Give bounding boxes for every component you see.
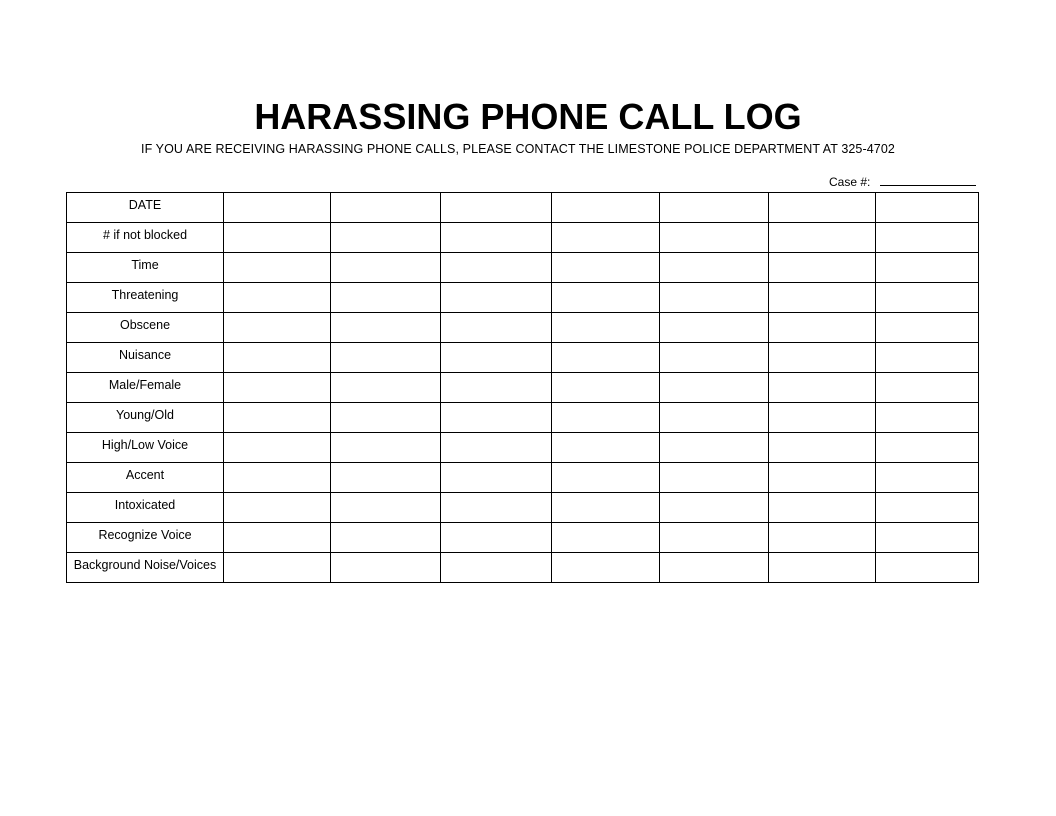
table-row bbox=[67, 553, 979, 583]
entry-cell[interactable] bbox=[441, 253, 552, 283]
entry-cell[interactable] bbox=[552, 433, 660, 463]
entry-cell[interactable] bbox=[331, 403, 441, 433]
entry-cell[interactable] bbox=[224, 433, 331, 463]
entry-cell[interactable] bbox=[876, 193, 979, 223]
entry-cell[interactable] bbox=[331, 253, 441, 283]
case-number-label: Case #: bbox=[829, 175, 871, 189]
entry-cell[interactable] bbox=[441, 223, 552, 253]
call-log-body bbox=[67, 193, 979, 583]
entry-cell[interactable] bbox=[441, 343, 552, 373]
entry-cell[interactable] bbox=[660, 253, 769, 283]
entry-cell[interactable] bbox=[876, 343, 979, 373]
entry-cell[interactable] bbox=[876, 223, 979, 253]
entry-cell[interactable] bbox=[331, 493, 441, 523]
entry-cell[interactable] bbox=[769, 343, 876, 373]
entry-cell[interactable] bbox=[331, 523, 441, 553]
entry-cell[interactable] bbox=[441, 193, 552, 223]
entry-cell[interactable] bbox=[660, 373, 769, 403]
table-row bbox=[67, 493, 979, 523]
entry-cell[interactable] bbox=[441, 373, 552, 403]
entry-cell[interactable] bbox=[769, 223, 876, 253]
entry-cell[interactable] bbox=[331, 223, 441, 253]
entry-cell[interactable] bbox=[224, 493, 331, 523]
row-label: # if not blocked bbox=[67, 223, 224, 253]
page-subtitle: IF YOU ARE RECEIVING HARASSING PHONE CALLS, PLEASE CONTACT THE LIMESTONE POLICE DEPARTMENT AT 325-4702 bbox=[141, 142, 895, 156]
entry-cell[interactable] bbox=[224, 253, 331, 283]
entry-cell[interactable] bbox=[660, 223, 769, 253]
entry-cell[interactable] bbox=[660, 313, 769, 343]
entry-cell[interactable] bbox=[876, 523, 979, 553]
entry-cell[interactable] bbox=[331, 373, 441, 403]
row-label: Nuisance bbox=[67, 343, 224, 373]
table-row bbox=[67, 433, 979, 463]
entry-cell[interactable] bbox=[331, 193, 441, 223]
entry-cell[interactable] bbox=[769, 283, 876, 313]
entry-cell[interactable] bbox=[224, 553, 331, 583]
row-label: Background Noise/Voices bbox=[67, 553, 224, 583]
call-log-table bbox=[66, 192, 979, 583]
entry-cell[interactable] bbox=[224, 463, 331, 493]
table-row bbox=[67, 373, 979, 403]
table-row bbox=[67, 223, 979, 253]
entry-cell[interactable] bbox=[769, 313, 876, 343]
row-label: Obscene bbox=[67, 313, 224, 343]
row-label: Recognize Voice bbox=[67, 523, 224, 553]
entry-cell[interactable] bbox=[552, 253, 660, 283]
table-row bbox=[67, 193, 979, 223]
entry-cell[interactable] bbox=[769, 463, 876, 493]
entry-cell[interactable] bbox=[660, 193, 769, 223]
entry-cell[interactable] bbox=[769, 193, 876, 223]
entry-cell[interactable] bbox=[552, 313, 660, 343]
entry-cell[interactable] bbox=[876, 313, 979, 343]
row-label: Young/Old bbox=[67, 403, 224, 433]
entry-cell[interactable] bbox=[552, 283, 660, 313]
entry-cell[interactable] bbox=[660, 403, 769, 433]
entry-cell[interactable] bbox=[224, 403, 331, 433]
entry-cell[interactable] bbox=[224, 193, 331, 223]
table-row bbox=[67, 253, 979, 283]
entry-cell[interactable] bbox=[441, 553, 552, 583]
entry-cell[interactable] bbox=[224, 313, 331, 343]
entry-cell[interactable] bbox=[660, 553, 769, 583]
entry-cell[interactable] bbox=[876, 253, 979, 283]
entry-cell[interactable] bbox=[660, 283, 769, 313]
table-row bbox=[67, 343, 979, 373]
entry-cell[interactable] bbox=[552, 463, 660, 493]
entry-cell[interactable] bbox=[552, 343, 660, 373]
entry-cell[interactable] bbox=[660, 463, 769, 493]
table-row bbox=[67, 523, 979, 553]
entry-cell[interactable] bbox=[224, 373, 331, 403]
case-number-input[interactable] bbox=[880, 185, 976, 186]
entry-cell[interactable] bbox=[331, 433, 441, 463]
case-number-field bbox=[800, 175, 976, 189]
entry-cell[interactable] bbox=[876, 283, 979, 313]
entry-cell[interactable] bbox=[769, 523, 876, 553]
page-title: HARASSING PHONE CALL LOG bbox=[254, 96, 802, 137]
entry-cell[interactable] bbox=[331, 463, 441, 493]
entry-cell[interactable] bbox=[876, 493, 979, 523]
entry-cell[interactable] bbox=[441, 433, 552, 463]
row-label: Time bbox=[67, 253, 224, 283]
entry-cell[interactable] bbox=[552, 493, 660, 523]
entry-cell[interactable] bbox=[441, 493, 552, 523]
entry-cell[interactable] bbox=[552, 373, 660, 403]
entry-cell[interactable] bbox=[769, 373, 876, 403]
entry-cell[interactable] bbox=[552, 223, 660, 253]
row-label: Male/Female bbox=[67, 373, 224, 403]
entry-cell[interactable] bbox=[331, 283, 441, 313]
entry-cell[interactable] bbox=[769, 553, 876, 583]
table-row bbox=[67, 403, 979, 433]
row-label: Threatening bbox=[67, 283, 224, 313]
entry-cell[interactable] bbox=[660, 343, 769, 373]
entry-cell[interactable] bbox=[441, 313, 552, 343]
entry-cell[interactable] bbox=[876, 433, 979, 463]
entry-cell[interactable] bbox=[876, 463, 979, 493]
entry-cell[interactable] bbox=[552, 403, 660, 433]
entry-cell[interactable] bbox=[769, 433, 876, 463]
entry-cell[interactable] bbox=[552, 193, 660, 223]
entry-cell[interactable] bbox=[769, 403, 876, 433]
entry-cell[interactable] bbox=[552, 523, 660, 553]
entry-cell[interactable] bbox=[876, 373, 979, 403]
entry-cell[interactable] bbox=[441, 463, 552, 493]
entry-cell[interactable] bbox=[552, 553, 660, 583]
entry-cell[interactable] bbox=[876, 403, 979, 433]
entry-cell[interactable] bbox=[224, 523, 331, 553]
entry-cell[interactable] bbox=[769, 493, 876, 523]
entry-cell[interactable] bbox=[441, 283, 552, 313]
entry-cell[interactable] bbox=[660, 523, 769, 553]
row-label: Accent bbox=[67, 463, 224, 493]
entry-cell[interactable] bbox=[331, 343, 441, 373]
entry-cell[interactable] bbox=[876, 553, 979, 583]
entry-cell[interactable] bbox=[224, 283, 331, 313]
entry-cell[interactable] bbox=[441, 403, 552, 433]
row-label: High/Low Voice bbox=[67, 433, 224, 463]
table-row bbox=[67, 313, 979, 343]
entry-cell[interactable] bbox=[224, 343, 331, 373]
table-row bbox=[67, 463, 979, 493]
entry-cell[interactable] bbox=[331, 553, 441, 583]
row-label: DATE bbox=[67, 193, 224, 223]
entry-cell[interactable] bbox=[441, 523, 552, 553]
table-row bbox=[67, 283, 979, 313]
entry-cell[interactable] bbox=[660, 433, 769, 463]
entry-cell[interactable] bbox=[331, 313, 441, 343]
row-label: Intoxicated bbox=[67, 493, 224, 523]
entry-cell[interactable] bbox=[660, 493, 769, 523]
entry-cell[interactable] bbox=[224, 223, 331, 253]
entry-cell[interactable] bbox=[769, 253, 876, 283]
